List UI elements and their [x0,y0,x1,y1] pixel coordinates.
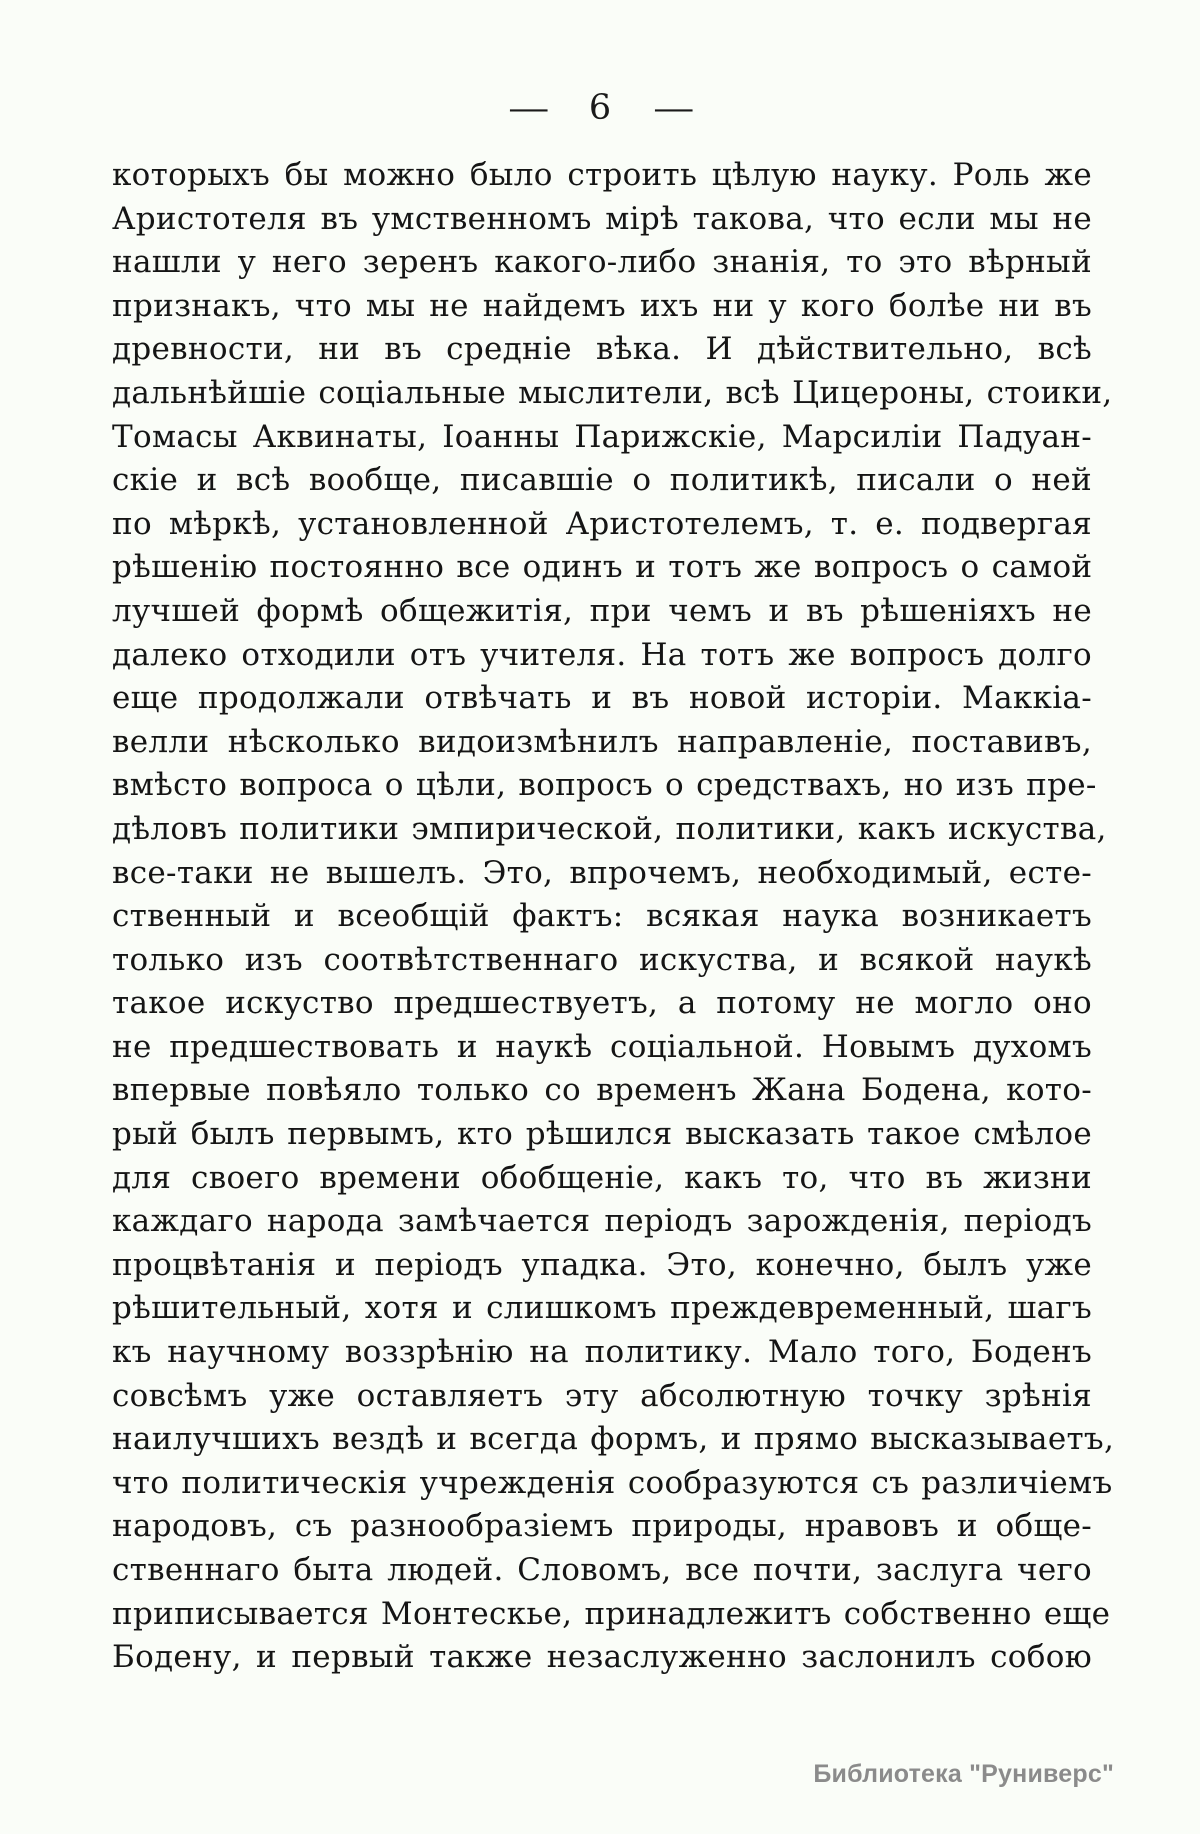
text-line: процвѣтанія и періодъ упадка. Это, конечно, былъ уже [112,1246,1092,1283]
text-line: по мѣркѣ, установленной Аристотелемъ, т. е. подвергая [112,505,1092,542]
text-line: дальнѣйшіе соціальные мыслители, всѣ Цицероны, стоики, [112,374,1113,411]
text-line: все-таки не вышелъ. Это, впрочемъ, необходимый, есте- [112,854,1092,891]
body-text [112,154,1115,1680]
text-line: вмѣсто вопроса о цѣли, вопросъ о средствахъ, но изъ пре- [112,767,1097,804]
text-line: каждаго народа замѣчается періодъ зарожденія, періодъ [112,1203,1092,1240]
text-line: Томасы Аквинаты, Іоанны Парижскіе, Марсиліи Падуан- [112,418,1092,455]
text-line: ственнаго быта людей. Словомъ, все почти, заслуга чего [112,1552,1092,1588]
text-line: нашли у него зеренъ какого-либо знанія, то это вѣрный [112,244,1092,281]
text-line: народовъ, съ разнообразіемъ природы, нравовъ и обще- [112,1508,1092,1545]
text-line: Аристотеля въ умственномъ мірѣ такова, что если мы не [112,200,1092,237]
text-line: лучшей формѣ общежитія, при чемъ и въ рѣшеніяхъ не [112,592,1092,629]
text-line: только изъ соотвѣтственнаго искуства, и всякой наукѣ [112,941,1092,978]
text-line: велли нѣсколько видоизмѣнилъ направленіе, поставивъ, [112,723,1092,760]
header-dash-right: — [653,88,693,127]
text-line: которыхъ бы можно было строить цѣлую науку. Роль же [112,157,1092,193]
header-dash-left: — [507,88,547,127]
text-line: не предшествовать и наукѣ соціальной. Новымъ духомъ [112,1028,1092,1065]
text-line: далеко отходили отъ учителя. На тотъ же вопросъ долго [112,636,1092,673]
text-line: для своего времени обобщеніе, какъ то, что въ жизни [112,1159,1092,1196]
text-line: признакъ, что мы не найдемъ ихъ ни у кого болѣе ни въ [112,287,1092,324]
text-line: Бодену, и первый также незаслуженно заслонилъ собою [112,1639,1092,1676]
text-line: такое искуство предшествуетъ, а потому не могло оно [112,985,1092,1022]
text-line: совсѣмъ уже оставляетъ эту абсолютную точку зрѣнія [112,1377,1092,1414]
page-header [0,88,1200,128]
text-line: къ научному воззрѣнію на политику. Мало того, Боденъ [112,1334,1092,1371]
text-line: древности, ни въ средніе вѣка. И дѣйствительно, всѣ [112,331,1092,368]
text-line: впервые повѣяло только со временъ Жана Бодена, кото- [112,1072,1092,1109]
page-number: 6 [588,88,612,128]
text-line: ственный и всеобщій фактъ: всякая наука возникаетъ [112,898,1092,935]
text-line: скіе и всѣ вообще, писавшіе о политикѣ, писали о ней [112,462,1092,499]
text-line: рѣшительный, хотя и слишкомъ преждевременный, шагъ [112,1290,1092,1327]
text-line: еще продолжали отвѣчать и въ новой исторіи. Маккіа- [112,680,1092,717]
text-line: приписывается Монтескье, принадлежитъ собственно еще [112,1595,1111,1632]
text-line: наилучшихъ вездѣ и всегда формъ, и прямо высказываетъ, [112,1421,1115,1458]
library-watermark: Библиотека "Руниверс" [813,1760,1114,1788]
text-line: рый былъ первымъ, кто рѣшился высказать такое смѣлое [112,1116,1092,1153]
text-line: рѣшенію постоянно все одинъ и тотъ же вопросъ о самой [112,549,1093,586]
text-line: дѣловъ политики эмпирической, политики, какъ искуства, [112,810,1107,847]
text-line: что политическія учрежденія сообразуются съ различіемъ [112,1464,1113,1501]
